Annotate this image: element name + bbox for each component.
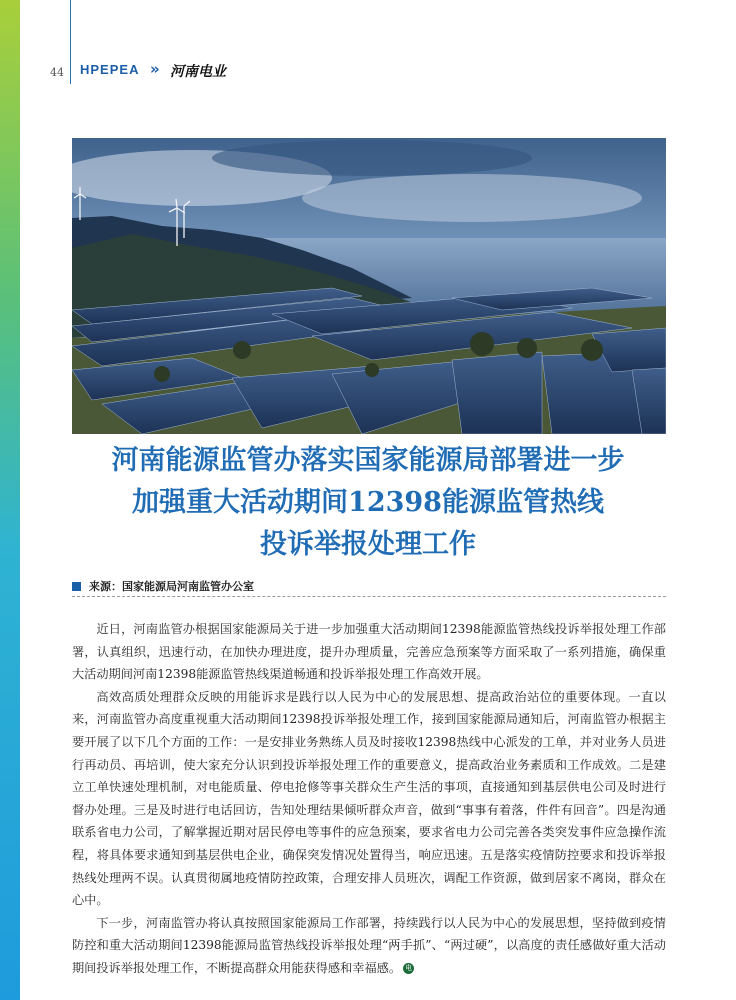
end-mark-icon: 电: [405, 963, 413, 972]
solar-farm-photo: [72, 138, 666, 434]
title-line: 投诉举报处理工作: [260, 529, 476, 560]
page-number: 44: [50, 66, 64, 79]
title-line: 河南能源监管办落实国家能源局部署进一步: [111, 445, 625, 476]
paragraph: [72, 912, 666, 980]
paragraph: 高效高质处理群众反映的用能诉求是践行以人民为中心的发展思想、提高政治站位的重要体现。一直以来，河南监管办高度重视重大活动期间12398投诉举报处理工作，接到国家能源局通知后，河南监管办根据主要开展了以下几个方面的工作：一是安排业务熟练人员及时接收12398热线中心派发的工单，并对业务人员进行再动员、再培训，使大家充分认识到投诉举报处理工作的重要意义，提高政治业务素质和工作成效。二是建立工单快速处理机制，对电能质量、停电抢修等事关群众生产生活的事项，直接通知到基层供电公司及时进行督办处理。三是及时进行电话回访，告知处理结果倾听群众声音，做到“事事有着落，件件有回音”。四是沟通联系省电力公司，了解掌握近期对居民停电等事件的应急预案，要求省电力公司完善各类突发事件应急操作流程，将具体要求通知到基层供电企业，确保突发情况处置得当，响应迅速。五是落实疫情防控要求和投诉举报热线处理两不误。认真贯彻属地疫情防控政策，合理安排人员班次，调配工作资源，做到居家不离岗，群众在心中。: [72, 689, 666, 908]
header-divider: [70, 0, 71, 84]
chevron-icon: »: [150, 60, 160, 78]
side-color-bar: [0, 0, 20, 1000]
article-title: [60, 440, 676, 566]
article-source: [72, 578, 254, 594]
magazine-title: 河南电业: [170, 64, 226, 80]
title-line: 加强重大活动期间12398能源监管热线: [132, 487, 604, 518]
source-text: 来源：国家能源局河南监管办公室: [89, 580, 254, 593]
paragraph-text: 下一步，河南监管办将认真按照国家能源局工作部署，持续践行以人民为中心的发展思想，坚持做到疫情防控和重大活动期间12398能源局监管热线投诉举报处理“两手抓”、“两过硬”，以高度的责任感做好重大活动期间投诉举报处理工作，不断提高群众用能获得感和幸福感。: [72, 915, 666, 975]
paragraph: 近日，河南监管办根据国家能源局关于进一步加强重大活动期间12398能源监管热线投诉举报处理工作部署，认真组织，迅速行动，在加快办理进度，提升办理质量，完善应急预案等方面采取了一系列措施，确保重大活动期间河南12398能源监管热线渠道畅通和投诉举报处理工作高效开展。: [72, 622, 666, 682]
source-divider: [72, 596, 666, 597]
article-body: [72, 618, 666, 980]
square-bullet-icon: [72, 582, 81, 591]
magazine-brand-logo: HPEPEA: [80, 62, 140, 77]
